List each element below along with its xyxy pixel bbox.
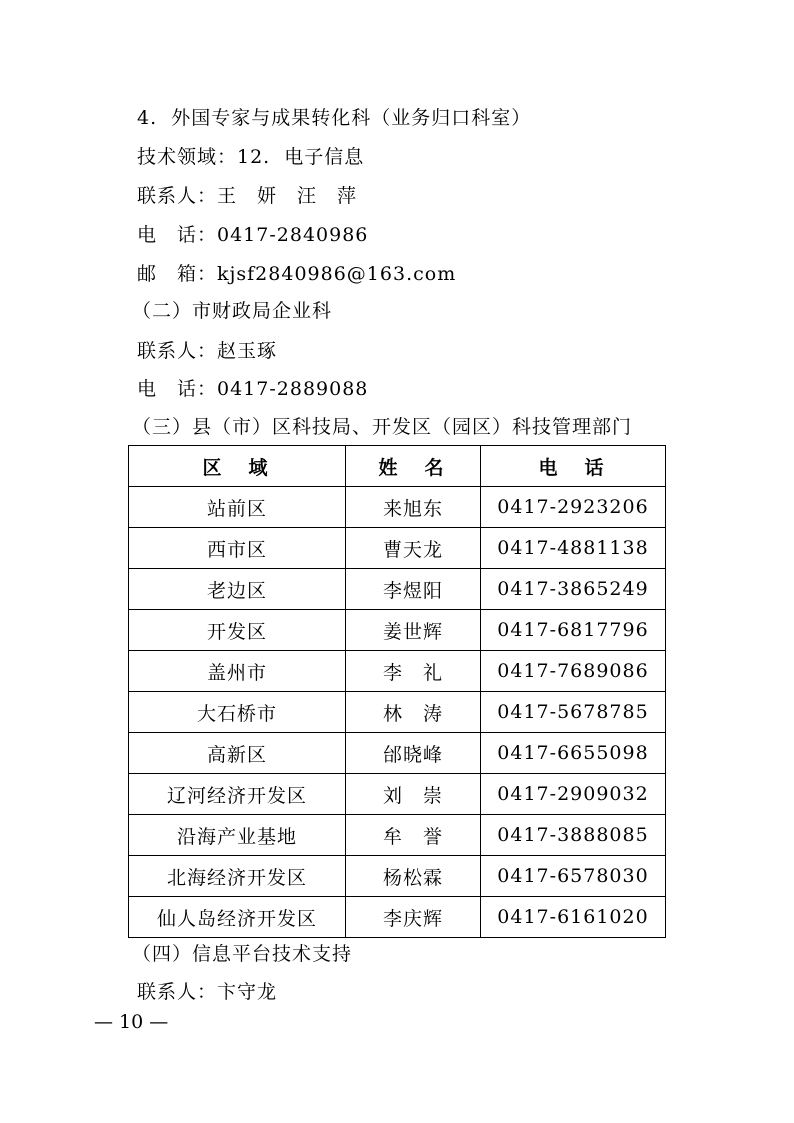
- section4-phone: 电 话：0417-2840986: [137, 224, 369, 246]
- table-row: [129, 569, 666, 610]
- section4-contact: 联系人：王 妍 汪 萍: [137, 185, 358, 207]
- cell-phone: 0417-7689086: [481, 651, 666, 692]
- cell-name: 林 涛: [346, 692, 481, 733]
- cell-name: 牟 誉: [346, 815, 481, 856]
- platform-contact: 联系人：卞守龙: [137, 981, 278, 1003]
- table-row: [129, 856, 666, 897]
- cell-name: 杨松霖: [346, 856, 481, 897]
- cell-name: 刘 崇: [346, 774, 481, 815]
- table-row: [129, 733, 666, 774]
- cell-phone: 0417-2909032: [481, 774, 666, 815]
- cell-phone: 0417-4881138: [481, 528, 666, 569]
- table-header-row: [129, 446, 666, 487]
- cell-region: 盖州市: [129, 651, 346, 692]
- contacts-table: [128, 445, 666, 938]
- cell-region: 辽河经济开发区: [129, 774, 346, 815]
- cell-name: 姜世辉: [346, 610, 481, 651]
- header-name: 姓 名: [346, 446, 481, 487]
- finance-contact: 联系人：赵玉琢: [137, 340, 278, 362]
- table-row: [129, 651, 666, 692]
- cell-name: 李 礼: [346, 651, 481, 692]
- cell-name: 李庆辉: [346, 897, 481, 938]
- cell-phone: 0417-6817796: [481, 610, 666, 651]
- section4-field: 技术领域：12. 电子信息: [137, 146, 365, 168]
- cell-region: 高新区: [129, 733, 346, 774]
- section4-email: 邮 箱：kjsf2840986@163.com: [137, 263, 457, 285]
- table-row: [129, 774, 666, 815]
- table-row: [129, 528, 666, 569]
- platform-heading: （四）信息平台技术支持: [132, 943, 353, 965]
- page-number: — 10 —: [94, 1011, 169, 1033]
- table-row: [129, 815, 666, 856]
- table-row: [129, 610, 666, 651]
- cell-region: 老边区: [129, 569, 346, 610]
- finance-heading: （二）市财政局企业科: [132, 300, 333, 322]
- table-row: [129, 487, 666, 528]
- cell-name: 来旭东: [346, 487, 481, 528]
- cell-phone: 0417-3865249: [481, 569, 666, 610]
- finance-phone: 电 话：0417-2889088: [137, 378, 369, 400]
- cell-name: 李煜阳: [346, 569, 481, 610]
- header-phone: 电 话: [481, 446, 666, 487]
- cell-region: 西市区: [129, 528, 346, 569]
- cell-phone: 0417-6161020: [481, 897, 666, 938]
- cell-phone: 0417-2923206: [481, 487, 666, 528]
- cell-phone: 0417-3888085: [481, 815, 666, 856]
- header-region: 区 域: [129, 446, 346, 487]
- cell-phone: 0417-6655098: [481, 733, 666, 774]
- table-row: [129, 692, 666, 733]
- cell-region: 站前区: [129, 487, 346, 528]
- cell-region: 北海经济开发区: [129, 856, 346, 897]
- county-heading: （三）县（市）区科技局、开发区（园区）科技管理部门: [132, 416, 633, 438]
- cell-region: 开发区: [129, 610, 346, 651]
- cell-phone: 0417-5678785: [481, 692, 666, 733]
- section4-heading: 4. 外国专家与成果转化科（业务归口科室）: [137, 107, 532, 129]
- cell-phone: 0417-6578030: [481, 856, 666, 897]
- cell-name: 邰晓峰: [346, 733, 481, 774]
- table-row: [129, 897, 666, 938]
- cell-name: 曹天龙: [346, 528, 481, 569]
- cell-region: 大石桥市: [129, 692, 346, 733]
- cell-region: 沿海产业基地: [129, 815, 346, 856]
- cell-region: 仙人岛经济开发区: [129, 897, 346, 938]
